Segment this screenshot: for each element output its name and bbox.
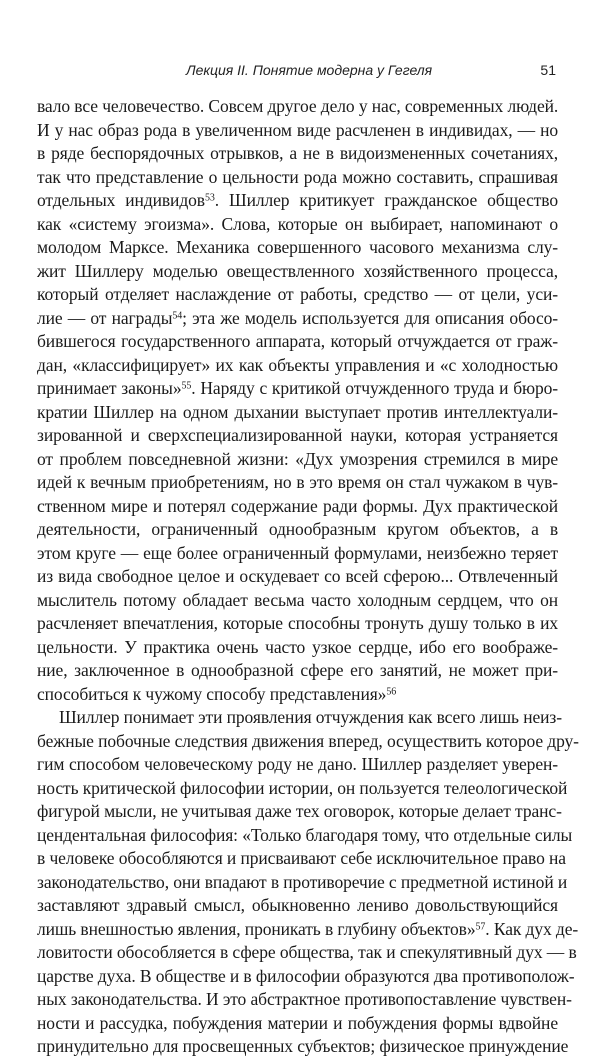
text-line: цельности. У практика очень часто узкое сердце, ибо его воображе-	[37, 636, 558, 657]
text-line: И у нас образ рода в увеличенном виде расчленен в индивидах, — но	[37, 119, 558, 140]
text-segment: отдельных индивидов	[37, 190, 205, 210]
footnote-ref: 55	[181, 380, 192, 392]
text-line: дан, «классифицирует» их как объекты управления и «с холодностью	[37, 354, 558, 375]
text-segment: . Как дух де-	[485, 918, 579, 939]
text-line: законодательство, они впадают в противоречие с предметной истиной и	[37, 871, 568, 892]
text-line: деятельности, ограниченный однообразным кругом объектов, а в	[37, 519, 558, 539]
text-segment: способиться к чужому способу представления»	[37, 683, 387, 704]
text-line	[37, 189, 558, 213]
text-line: ние, заключенное в однообразной сфере его занятий, не может при-	[37, 660, 558, 680]
text-line: Шиллер понимает эти проявления отчуждения как всего лишь неиз-	[59, 707, 562, 727]
text-line: цендентальная философия: «Только благодаря тому, что отдельные силы	[37, 824, 573, 845]
text-segment: . Шиллер критикует гражданское общество	[214, 190, 558, 210]
text-line: как «систему эгоизма». Слова, которые он выбирает, напоминают о	[37, 213, 558, 234]
footnote-ref: 57	[475, 921, 486, 932]
text-line	[37, 377, 558, 401]
text-segment: . Наряду с критикой отчужденного труда и бюро-	[191, 378, 558, 398]
text-line: царстве духа. В обществе и в философии образуются два противополож-	[37, 965, 575, 986]
text-line	[37, 918, 579, 942]
footnote-ref: 54	[172, 310, 183, 321]
text-line: гим способом человеческому роду не дано. Шиллер разделяет уверен-	[37, 754, 558, 774]
text-line: этом круге — еще более ограниченный формулами, неизбежно теряет	[37, 542, 558, 563]
page-header	[186, 62, 556, 82]
text-line: мыслитель потому обладает весьма часто холодным сердцем, что он	[37, 589, 558, 610]
text-line: в ряде беспорядочных отрывков, а не в видоизмененных сочетаниях,	[37, 143, 558, 163]
text-line: который отделяет наслаждение от работы, средство — от цели, уси-	[37, 284, 558, 304]
text-line: зированной и сверхспециализированной науки, которая устраняется	[37, 425, 558, 445]
text-line	[37, 307, 558, 331]
page-number: 51	[540, 62, 556, 78]
text-line: ственном мире и потерял содержание ради формы. Дух практической	[37, 495, 558, 516]
text-line: заставляют здравый смысл, обыкновенно лениво довольствующийся	[37, 895, 558, 915]
text-line: бежные побочные следствия движения вперед, осуществить которое дру-	[37, 730, 579, 751]
text-segment: принимает законы»	[37, 378, 182, 398]
text-line: кратии Шиллер на одном дыхании выступает против интеллектуали-	[37, 401, 558, 422]
text-line: принудительно для просвещенных субъектов; физическое принуждение	[37, 1036, 569, 1056]
text-line: ных законодательства. И это абстрактное противопоставление чувствен-	[37, 989, 572, 1009]
text-line	[37, 683, 558, 707]
text-line: молодом Марксе. Механика совершенного часового механизма слу-	[37, 237, 558, 257]
text-line: ность критической философии истории, он пользуется телеологической	[37, 777, 568, 798]
footnote-ref: 53	[204, 192, 215, 204]
text-segment: лишь внешностью явления, проникать в глубину объектов»	[37, 918, 476, 939]
text-segment: лие — от награды	[37, 307, 173, 328]
text-segment: ; эта же модель используется для описания обосо-	[182, 307, 559, 328]
text-line: расчленяет впечатления, которые способны тронуть душу только в их	[37, 613, 558, 633]
text-line: ности и рассудка, побуждения материи и побуждения формы вдвойне	[37, 1012, 558, 1033]
text-line: от проблем повседневной жизни: «Дух умозрения стремился в мире	[37, 448, 558, 469]
body-text	[37, 95, 579, 1059]
text-line: жит Шиллеру моделью овеществленного хозяйственного процесса,	[37, 260, 558, 281]
text-line: вало все человечество. Совсем другое дело у нас, современных людей.	[37, 96, 559, 116]
running-title: Лекция II. Понятие модерна у Гегеля	[186, 62, 433, 78]
text-line: фигурой мысли, не учитывая даже тех оговорок, которые делает транс-	[37, 801, 562, 821]
text-line: так что представление о цельности рода можно составить, спрашивая	[37, 166, 558, 187]
footnote-ref: 56	[386, 686, 397, 697]
text-line: бившегося государственного аппарата, который отчуждается от граж-	[37, 331, 558, 351]
text-line: в человеке обособляются и присваивают себе исключительное право на	[37, 848, 566, 868]
text-line: ловитости обособляется в сфере общества, так и спекулятивный дух — в	[37, 942, 577, 962]
text-line: из вида свободное целое и оскудевает со всей сферою... Отвлеченный	[37, 566, 558, 586]
text-line: идей к вечным приобретениям, но в это время он стал чужаком в чув-	[37, 472, 558, 492]
